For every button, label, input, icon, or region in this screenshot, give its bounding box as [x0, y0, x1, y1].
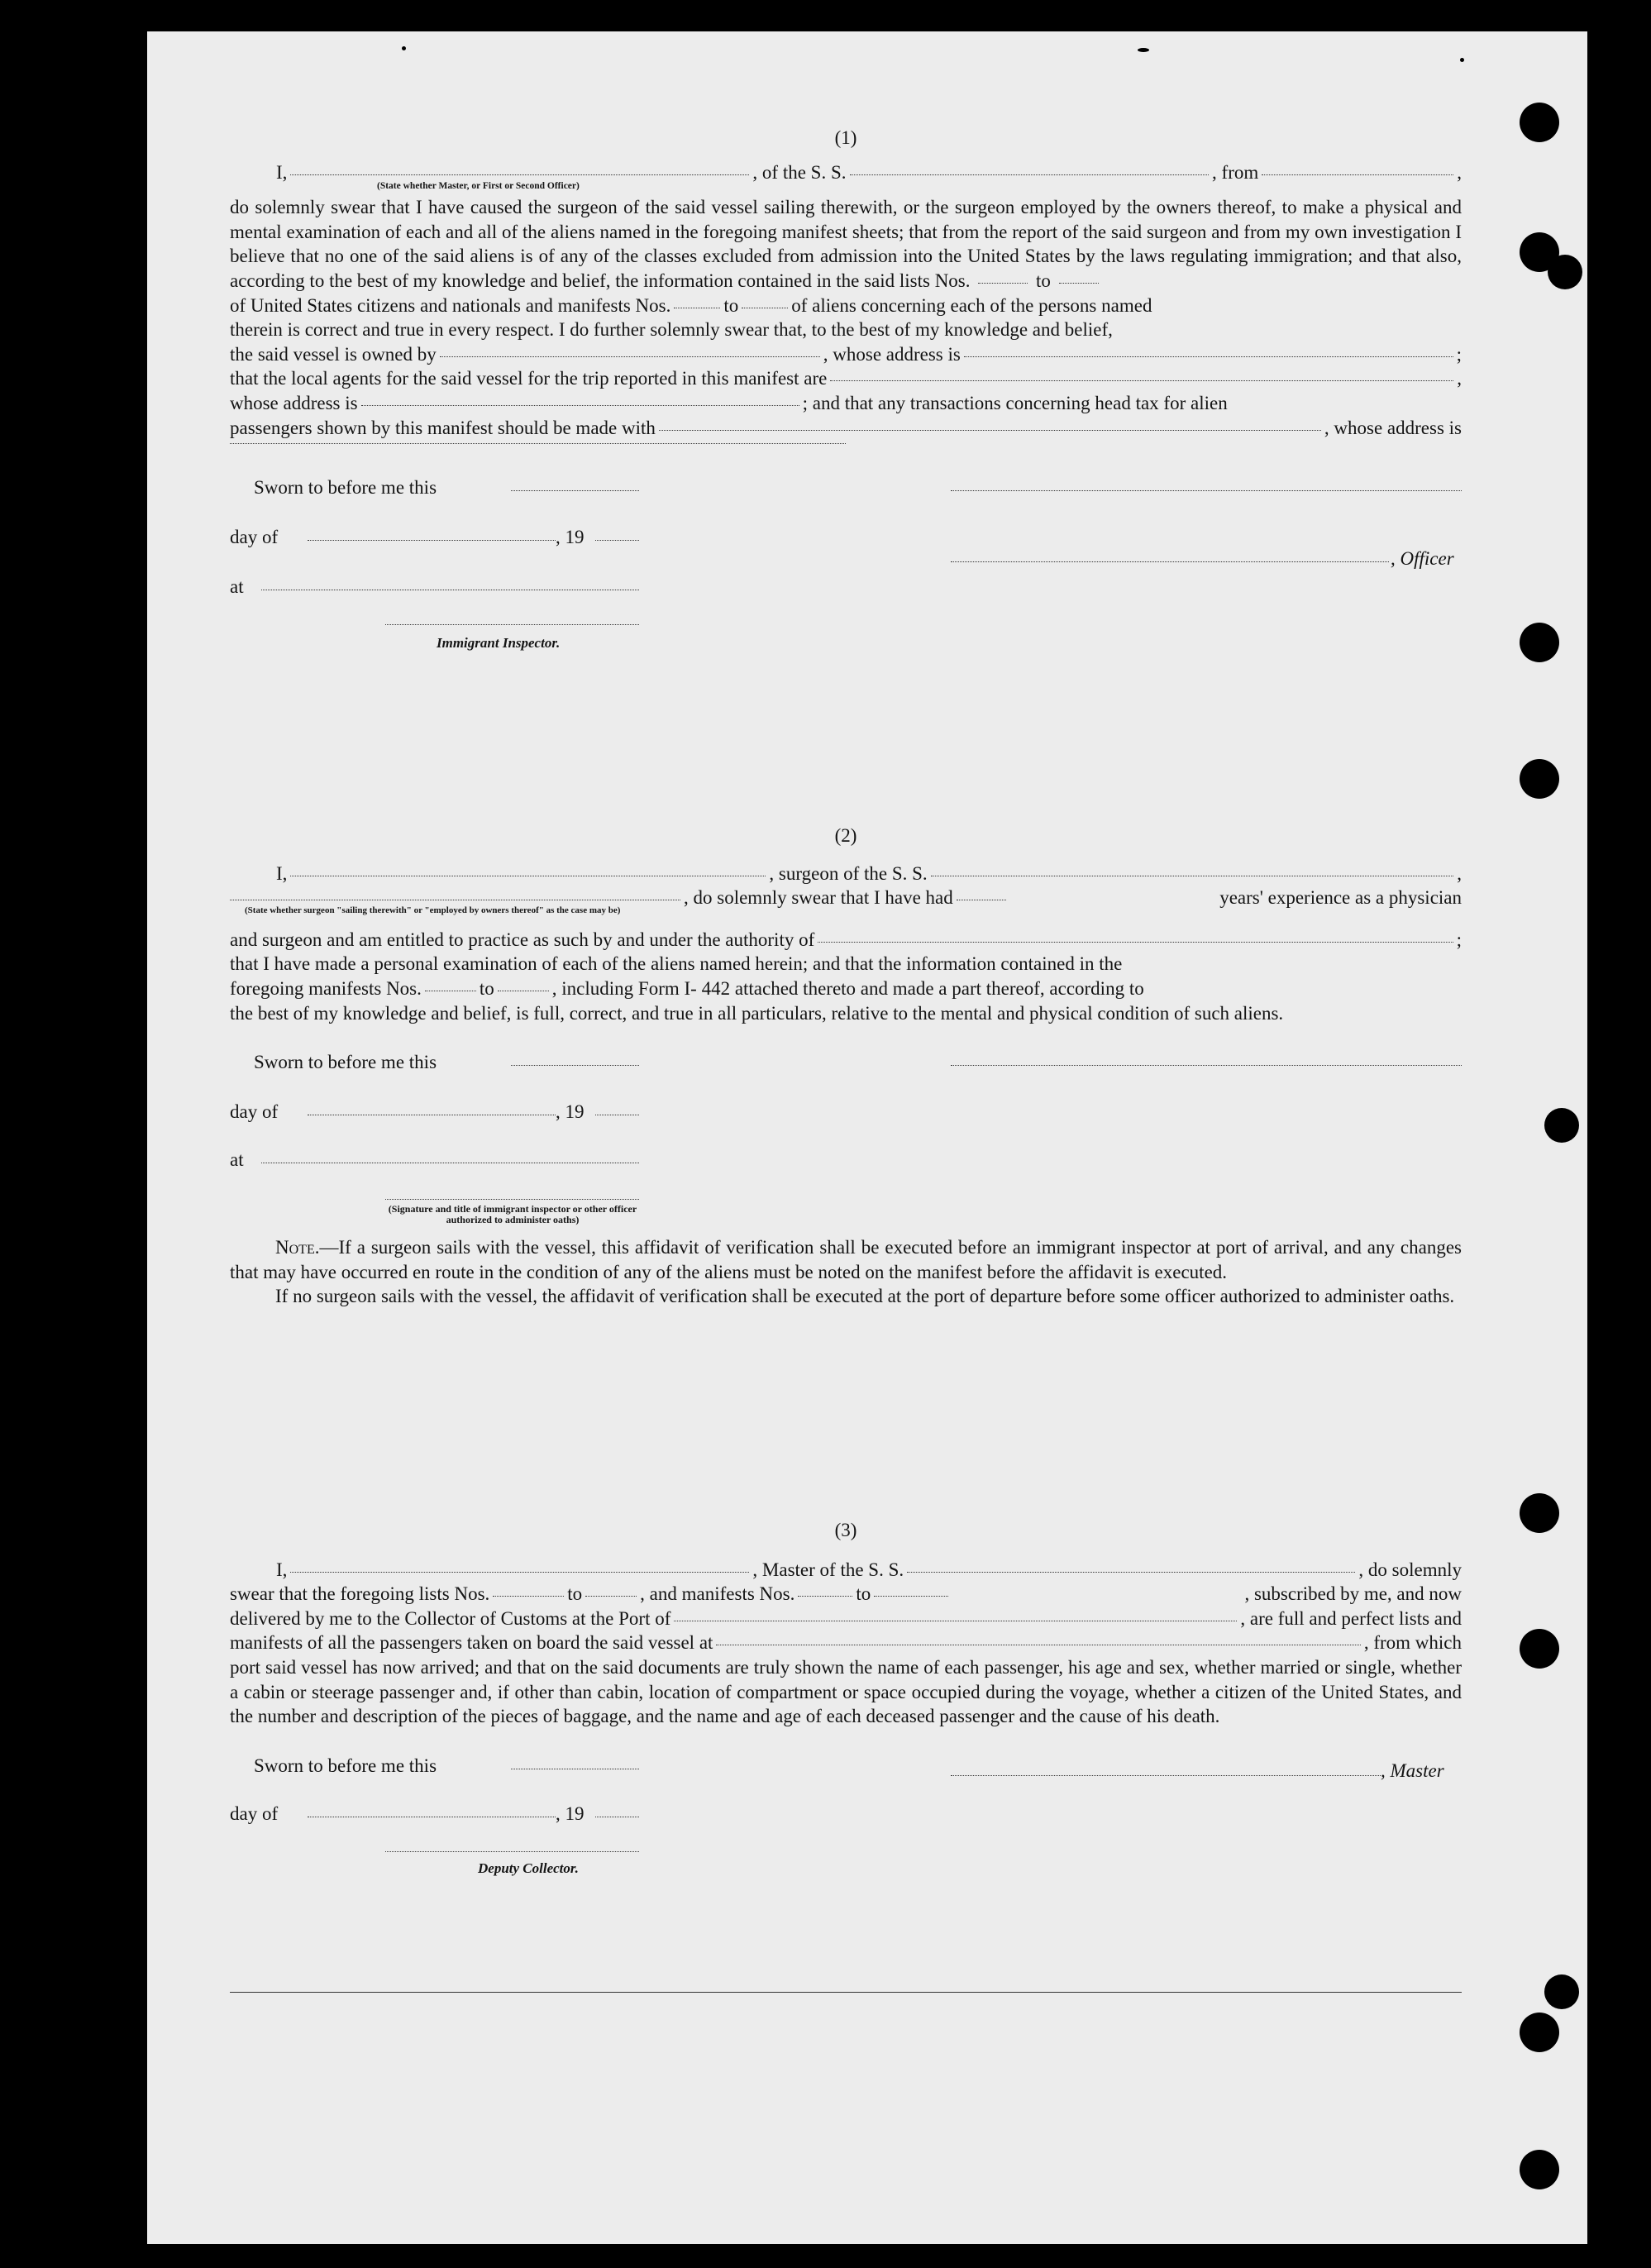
officer-name-field[interactable] [290, 174, 749, 175]
sworn-block: Sworn to before me this , Master day of , 19 Deputy Collector. [230, 1755, 1444, 1876]
bottom-rule [230, 1992, 1462, 1993]
binder-hole [1544, 1108, 1579, 1143]
note-paragraph-2: If no surgeon sails with the vessel, the affidavit of verification shall be executed at the port of departure before some officer authorized to administer oaths. [275, 1286, 1455, 1307]
master-signature-field[interactable] [951, 1775, 1381, 1776]
lists-to-field[interactable] [585, 1596, 637, 1597]
owner-line: the said vessel is owned by , whose address is ; [230, 343, 1462, 365]
port-line: delivered by me to the Collector of Customs at the Port of , are full and perfect lists and [230, 1607, 1462, 1629]
oath-text: do solemnly swear that I have caused the surgeon of the said vessel sailing therewith, or the surgeon employed by the owners thereof, to make a physical and mental examination of each and all of the aliens named in the foregoing manifest sheets; that from the report of the said surgeon and from my own investigation I believe that no one of the said aliens is of any of the classes excluded from admission into the United States by the laws regulating immigration; and that also, according to the best of my knowledge and belief, the information contained in the said lists Nos. to [230, 197, 1462, 291]
section-number: (2) [834, 825, 857, 846]
sworn-year-field[interactable] [595, 540, 639, 541]
section-number: (3) [834, 1520, 857, 1540]
agents-field[interactable] [830, 380, 1453, 381]
head-tax-contact-field[interactable] [659, 430, 1321, 431]
master-oath-text: port said vessel has now arrived; and that on the said documents are truly shown the name of each passenger, his age and sex, whether married or single, whether a cabin or steerage passenger and, if other than cabin, location of compartment or space occupied during the voyage, whether a citizen of the United States, and the number and description of the pieces of baggage, and the name and age of each deceased passenger and the cause of his death. [230, 1656, 1462, 1727]
authority-line: and surgeon and am entitled to practice as such by and under the authority of ; [230, 929, 1462, 950]
binder-hole [1520, 2150, 1559, 2189]
owner-address-field[interactable] [964, 356, 1453, 357]
departure-line: manifests of all the passengers taken on board the said vessel at , from which [230, 1632, 1462, 1654]
affidavit-3 [230, 1518, 1462, 1912]
officer-name-sign-field[interactable] [951, 561, 1389, 562]
manifests-from-field[interactable] [798, 1596, 852, 1597]
binder-hole [1520, 623, 1559, 662]
binder-hole [1520, 759, 1559, 799]
binder-hole [1548, 255, 1582, 289]
affidavit-2 [230, 824, 1462, 1309]
agents-line: that the local agents for the said vessel for the trip reported in this manifest are , [230, 368, 1462, 389]
binder-hole [1544, 1974, 1579, 2009]
note-paragraph: Note.—If a surgeon sails with the vessel, this affidavit of verification shall be executed before an immigrant inspector at port of arrival, and any changes that may have occurred en route in the condition of any of the aliens must be noted on the manifest before the affidavit is executed. [230, 1237, 1462, 1282]
examination-line: that I have made a personal examination of each of the aliens named herein; and that the information contained in the [230, 953, 1123, 975]
master-line: I, , of the S. S. , from , [276, 161, 1462, 183]
binder-hole [1520, 103, 1559, 142]
sworn-month-field[interactable] [308, 540, 556, 541]
binder-hole [1520, 1493, 1559, 1533]
sworn-date-field[interactable] [511, 490, 639, 491]
authority-field[interactable] [818, 942, 1453, 943]
binder-hole [1520, 2013, 1559, 2052]
ship-name-field[interactable] [850, 174, 1210, 175]
from-port-field[interactable] [1262, 174, 1453, 175]
manifests-line: of United States citizens and nationals and manifests Nos. to of aliens concerning each of the persons named [230, 294, 1152, 316]
master-line: I, , Master of the S. S. , do solemnly [276, 1559, 1462, 1580]
sworn-date-field[interactable] [511, 1065, 639, 1066]
section-number: (1) [834, 127, 857, 148]
lists-line: swear that the foregoing lists Nos. to , and manifests Nos. to , subscribed by me, and now [230, 1583, 1462, 1605]
lists-from-field[interactable] [493, 1596, 564, 1597]
foregoing-line: foregoing manifests Nos. to , including Form I- 442 attached thereto and made a part thereof, according to [230, 977, 1144, 999]
owner-field[interactable] [440, 356, 820, 357]
officer-signature-field[interactable] [951, 490, 1462, 491]
affidavit-1 [230, 126, 1462, 679]
lists-from-field[interactable] [978, 283, 1028, 284]
head-tax-address-field[interactable] [230, 443, 846, 444]
sworn-block: Sworn to before me this day of , 19 , Officer at Immigrant Inspector. [230, 464, 1462, 679]
master-ship-field[interactable] [907, 1572, 1355, 1573]
surgeon-oath-end: the best of my knowledge and belief, is full, correct, and true in all particulars, relative to the mental and physical condition of such aliens. [230, 1002, 1284, 1024]
experience-line: , do solemnly swear that I have had years' experience as a physician [230, 886, 1462, 910]
surgeon-signature-field[interactable] [951, 1065, 1462, 1066]
surgeon-caption: (State whether surgeon "sailing therewith" or "employed by owners thereof" as the case may be) [245, 905, 621, 915]
therein-line: therein is correct and true in every respect. I do further solemnly swear that, to the best of my knowledge and belief, [230, 319, 1113, 341]
lists-to-field[interactable] [1059, 283, 1099, 284]
inspector-signature-field[interactable] [385, 624, 639, 625]
collector-signature-field[interactable] [385, 1851, 639, 1852]
agent-address-line: whose address is ; and that any transactions concerning head tax for alien [230, 392, 1228, 413]
manifests-to-field[interactable] [874, 1596, 948, 1597]
officer-caption: (State whether Master, or First or Second Officer) [377, 181, 580, 192]
master-name-field[interactable] [290, 1572, 749, 1573]
agent-address-field[interactable] [361, 405, 799, 406]
form-page [147, 31, 1587, 2244]
sworn-block: Sworn to before me this day of , 19 at (Signature and title of immigrant inspector or other officer authorized to administer oaths) [230, 1040, 1462, 1239]
inspector-signature-field[interactable] [385, 1199, 639, 1200]
ink-speck [1460, 58, 1464, 62]
surgeon-line: I, , surgeon of the S. S. , [276, 862, 1462, 884]
binder-hole [1520, 1629, 1559, 1669]
ink-speck [402, 46, 406, 50]
head-tax-line: passengers shown by this manifest should be made with , whose address is [230, 417, 1462, 438]
ink-speck [1138, 48, 1149, 52]
